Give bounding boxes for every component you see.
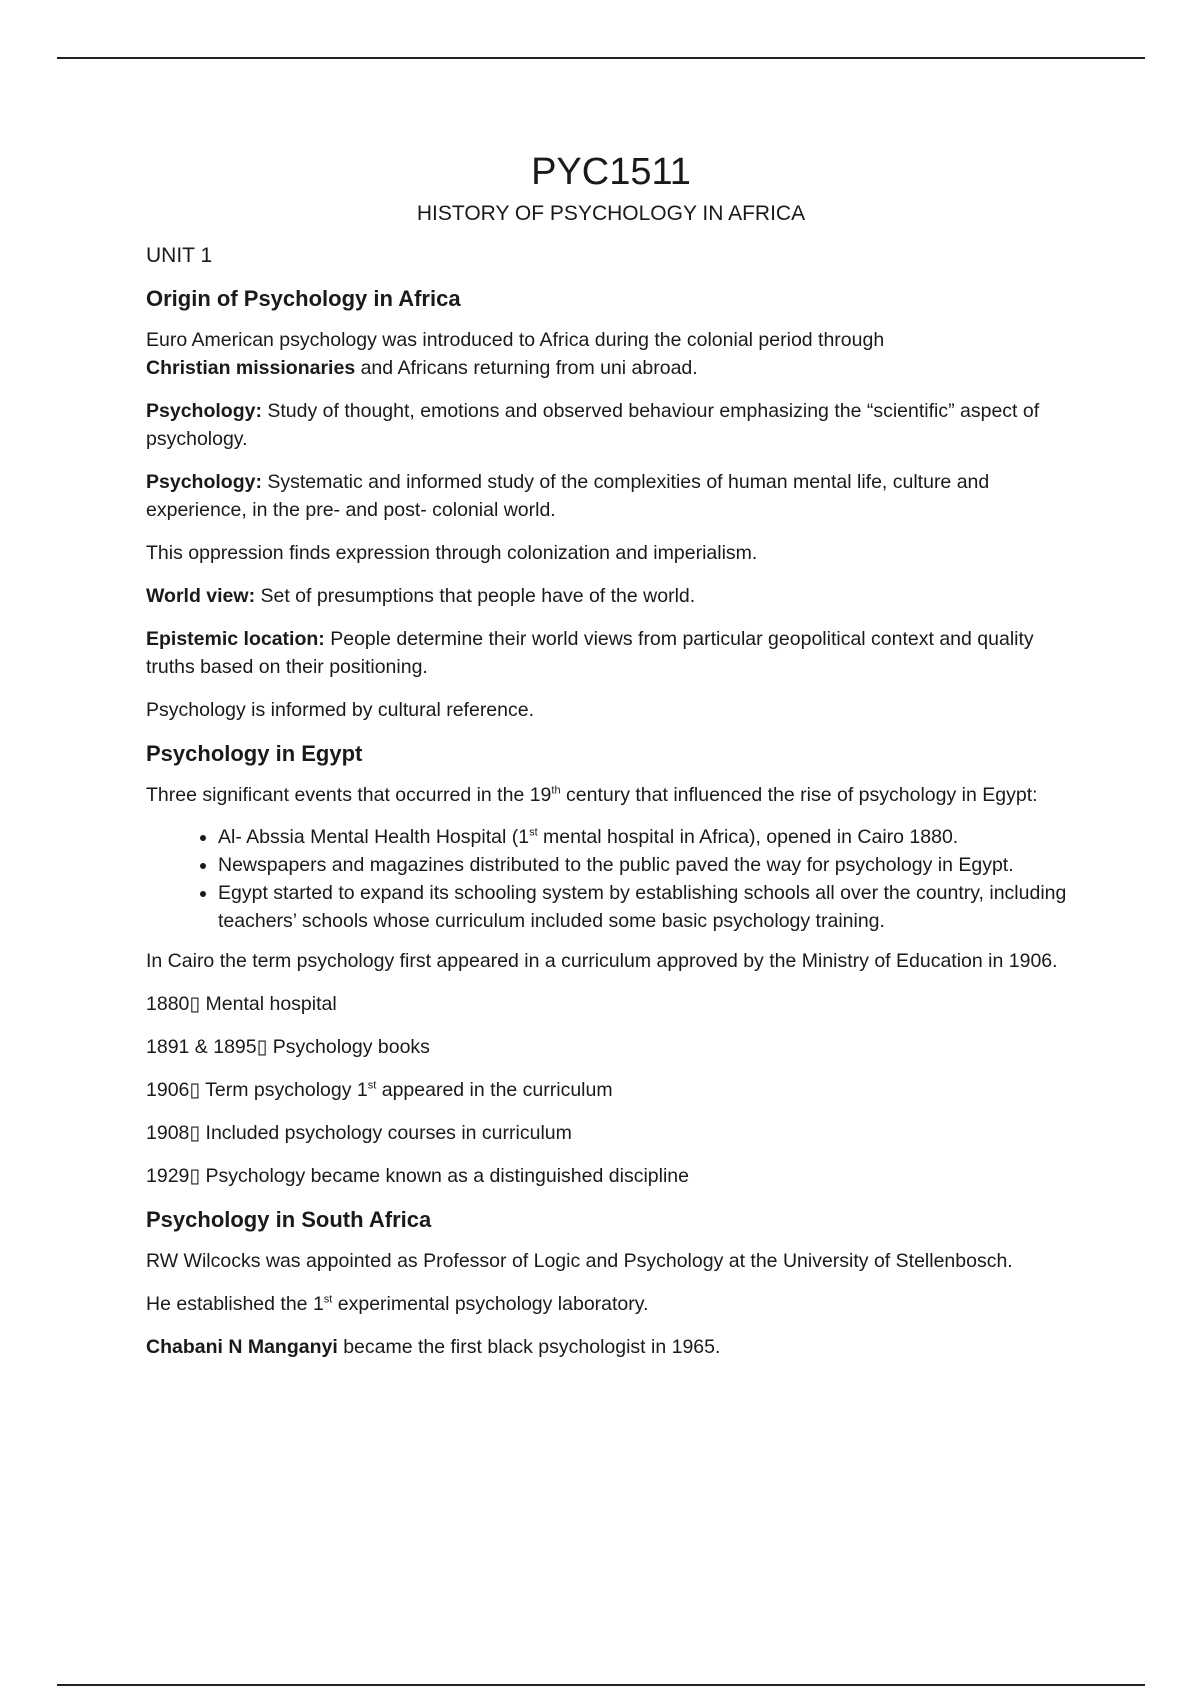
text: and Africans returning from uni abroad. [355, 357, 698, 379]
paragraph-euro-american [146, 326, 1076, 382]
superscript: th [551, 784, 561, 797]
list-item [218, 823, 1076, 851]
egypt-events-list [146, 823, 1076, 935]
paragraph-laboratory [146, 1290, 1076, 1318]
text: appeared in the curriculum [376, 1079, 613, 1101]
superscript: st [323, 1293, 333, 1306]
timeline-1891-1895: 1891 & 1895▯ Psychology books [146, 1036, 430, 1058]
paragraph-cairo: In Cairo the term psychology first appeared in a curriculum approved by the Ministry of Education in 1906. [146, 950, 1058, 972]
document-title: PYC1511 [531, 151, 691, 193]
definition-text: Systematic and informed study of the complexities of human mental life, culture and experience, in the pre- and post- colonial world. [146, 471, 990, 521]
bottom-rule [57, 1684, 1145, 1686]
text: mental hospital in Africa), opened in Cairo 1880. [537, 826, 959, 848]
unit-label: UNIT 1 [146, 244, 213, 267]
definition-term: Psychology: [146, 471, 262, 493]
definition-epistemic-location [146, 625, 1076, 681]
section-heading-south-africa: Psychology in South Africa [146, 1207, 432, 1232]
superscript: st [367, 1079, 377, 1092]
document-subtitle: HISTORY OF PSYCHOLOGY IN AFRICA [416, 202, 806, 225]
section-heading-egypt: Psychology in Egypt [146, 741, 363, 766]
text: He established the 1 [146, 1293, 324, 1315]
text: Al- Abssia Mental Health Hospital (1 [218, 826, 530, 848]
text: Euro American psychology was introduced to Africa during the colonial period through [146, 329, 885, 351]
timeline-1929: 1929▯ Psychology became known as a distinguished discipline [146, 1165, 689, 1187]
document-body [146, 140, 1076, 1376]
text: 1906▯ Term psychology 1 [146, 1079, 368, 1101]
paragraph-cultural-reference: Psychology is informed by cultural reference. [146, 699, 535, 721]
list-item: • Newspapers and magazines distributed to the public paved the way for psychology in Egypt. [218, 851, 1076, 879]
definition-term: World view: [146, 585, 256, 607]
definition-text: People determine their world views from particular geopolitical context and quality truths based on their positioning. [146, 628, 1034, 678]
definition-text: Study of thought, emotions and observed behaviour emphasizing the “scientific” aspect of psychology. [146, 400, 1040, 450]
definition-term: Psychology: [146, 400, 262, 422]
definition-term: Epistemic location: [146, 628, 325, 650]
bold-term: Christian missionaries [146, 357, 356, 379]
text: Three significant events that occurred in the 19 [146, 784, 552, 806]
definition-text: Set of presumptions that people have of the world. [255, 585, 696, 607]
paragraph-egypt-intro [146, 781, 1076, 809]
top-rule [57, 57, 1145, 59]
paragraph-oppression: This oppression finds expression through colonization and imperialism. [146, 542, 758, 564]
text: became the first black psychologist in 1965. [337, 1336, 721, 1358]
timeline-1906 [146, 1076, 1076, 1104]
bold-name: Chabani N Manganyi [146, 1336, 338, 1358]
definition-psychology-2 [146, 468, 1076, 524]
text: experimental psychology laboratory. [332, 1293, 649, 1315]
superscript: st [529, 826, 538, 839]
paragraph-manganyi [146, 1333, 1076, 1361]
paragraph-wilcocks: RW Wilcocks was appointed as Professor of Logic and Psychology at the University of Stellenbosch. [146, 1250, 1013, 1272]
definition-world-view [146, 582, 1076, 610]
list-item: • Egypt started to expand its schooling system by establishing schools all over the country, including teachers’ schools whose curriculum included some basic psychology training. [218, 879, 1076, 935]
definition-psychology-1 [146, 397, 1076, 453]
text: century that influenced the rise of psychology in Egypt: [560, 784, 1038, 806]
timeline-1880: 1880▯ Mental hospital [146, 993, 337, 1015]
timeline-1908: 1908▯ Included psychology courses in curriculum [146, 1122, 572, 1144]
section-heading-origin: Origin of Psychology in Africa [146, 286, 461, 311]
